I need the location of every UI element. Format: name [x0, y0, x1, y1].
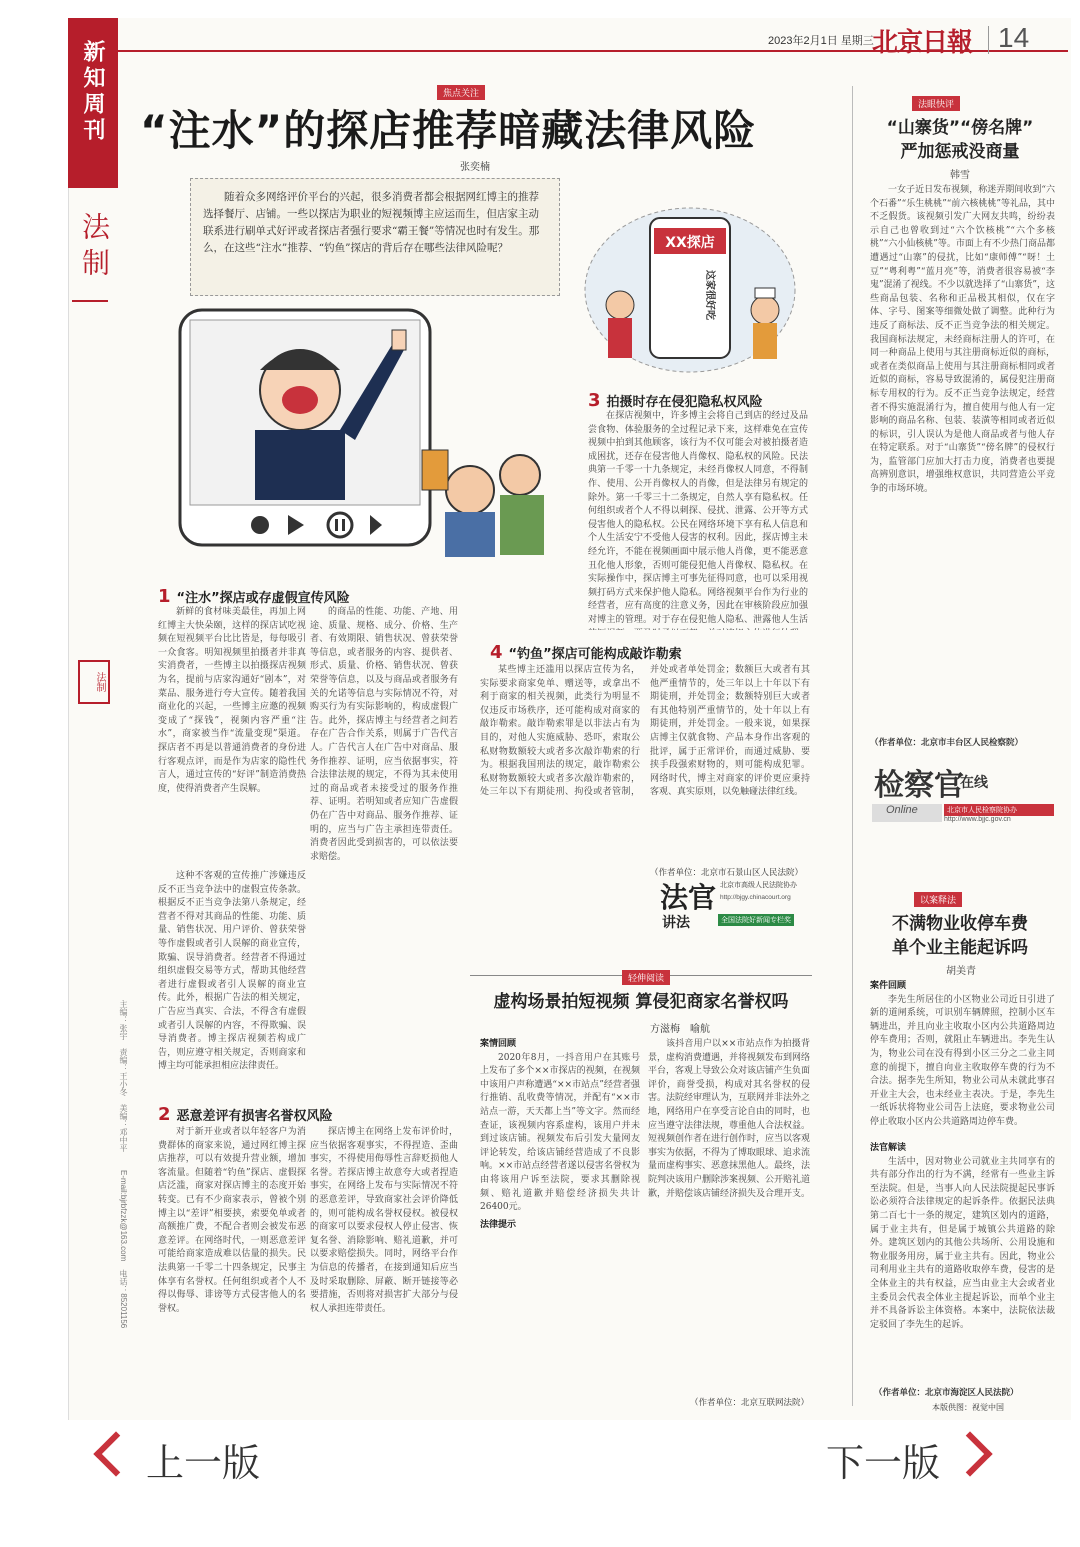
category-vertical: 法制	[78, 212, 111, 284]
cartoon-illustration	[160, 300, 580, 560]
right-bottom-law-text: 生活中，因对物业公司就业主共同享有的共有部分作出的行为不满，经常有一些业主诉至法院。但是，当事人向人民法院提起民事诉讼必须符合法律规定的起诉条件。依据民法典第二百七十一条的规定，建筑区划内的道路，属于业主共有，但是属于城镇公共道路的除外。建筑区划内的其他公共场所、公用设施和物业服务用房，属于业主共有。因此，物业公司利用业主共有的道路收取停车费，侵害的是全体业主的共有权益，应当由业主大会或者业主委员会代表全体业主提起诉讼，而单个业主并不具备诉讼主体资格。本案中，法院依法裁定驳回了李先生的起诉。	[870, 1156, 1055, 1330]
section-2-text-b	[310, 1126, 458, 1408]
photo-credit: 本版供图：视觉中国	[932, 1403, 1004, 1412]
section-4-title	[490, 642, 682, 663]
section-1-para-a: 新鲜的食材味美最佳，再加上网红博主大快朵颐，这样的探店试吃视频在短视频平台比比皆是，每每吸引一众食客。明知视频里拍摄者并非真实消费者，一些博主以拍摄探店视频为名，提前与店家沟通好“剧本”，对菜品、服务进行夸大宣传。随着我国商业化的兴起，一些博主应邀的视频变成了“探钱”，视频内容严重“注水”，商家被当作“流量变现”渠道。探店者不再是以普通消费者的身份进行客观点评，而是作为店家的隐性代言人，通过宣传的“好评”制造消费热度，使得消费者产生误解。	[158, 607, 306, 794]
main-tag: 焦点关注	[437, 85, 485, 100]
next-chevron-icon[interactable]	[947, 1431, 992, 1476]
right-bottom-case-label: 案件回顾	[870, 981, 907, 991]
faguan-org: 北京市高级人民法院协办	[720, 881, 797, 889]
section-3-num: 3	[588, 390, 601, 411]
right-top-author: 韩雪	[950, 170, 970, 181]
right-top-title[interactable]	[860, 116, 1060, 164]
right-bottom-author: 胡美青	[946, 966, 976, 977]
shop-sub: 这家很好吃	[704, 270, 715, 320]
jcg-url[interactable]: http://www.bjjc.gov.cn	[944, 816, 1011, 823]
faguan-small: 讲法	[662, 915, 690, 931]
section-2-title	[158, 1104, 333, 1125]
right-bottom-law	[870, 1142, 1055, 1382]
shop-illustration	[580, 200, 800, 375]
section-1-num: 1	[158, 586, 171, 607]
section-4-text	[480, 664, 810, 864]
editor-credits: 主编：张宇 责编：王小冬 美编：邓中平	[119, 1000, 128, 1152]
jcg-org: 北京市人民检察院协办	[944, 804, 1054, 816]
section-seal: 法制	[78, 660, 110, 704]
prev-page-button[interactable]: 上一版	[146, 1441, 261, 1485]
bottom-title[interactable]	[470, 990, 812, 1014]
section-1-para-b: 这种不客观的宣传推广涉嫌违反反不正当竞争法中的虚假宣传条款。根据反不正当竞争法第八条规定，经营者不得对其商品的性能、功能、质量、销售状况、用户评价、曾获荣誉等作虚假或者引人误解的商业宣传，欺骗、误导消费者。经营者不得通过组织虚假交易等方式，帮助其他经营者进行虚假或者引人误解的商业宣传。此外，根据广告法的相关规定，广告应当真实、合法，不得含有虚假或者引人误解的内容，不得欺骗、误导消费者。博主探店视频若构成广告，则应遵守相关规定，否则商家和博主均可能承担相应法律责任。	[158, 871, 306, 1072]
bottom-law-text: 该抖音用户以××市站点作为拍摄背景，虚构消费遭遇，并将视频发布到网络平台，客观上导致公众对该店铺产生负面评价，商誉受损，构成对其名誉权的侵害。法院经审理认为，互联网并非法外之地，网络用户在享受言论自由的同时，也应当遵守法律法规，尊重他人合法权益。短视频创作者在进行创作时，应当以客观事实为依据，不得为了博取眼球、追求流量而虚构事实、恶意抹黑他人。最终，法院判决该用户删除涉案视频、公开赔礼道歉，并赔偿该店铺经济损失及合理开支。	[648, 1039, 810, 1199]
issue-date: 2023年2月1日 星期三	[768, 35, 874, 47]
category-rule	[72, 300, 108, 302]
right-column-rule	[852, 86, 853, 1406]
section-1-label: “注水”探店或存虚假宣传风险	[176, 591, 350, 606]
right-top-tag: 法眼快评	[912, 96, 960, 111]
section-1-para-c: 的商品的性能、功能、产地、用途、质量、规格、成分、价格、生产者、有效期限、销售状况、曾获荣誉等信息，或者服务的内容、提供者、形式、质量、价格、销售状况、曾获荣誉等信息，以及与商品或者服务有关的允诺等信息与实际情况不符，对购买行为有实际影响的，构成虚假广告。此外，探店博主与经营者之间若存在广告合作关系，则属于广告代言人。广告代言人在广告中对商品、服务作推荐、证明，应当依据事实，符合法律法规的规定，不得为其未使用过的商品或者未接受过的服务作推荐、证明。若明知或者应知广告虚假仍在广告中对商品、服务作推荐、证明的，应当与广告主承担连带责任。消费者因此受到损害的，可以依法要求赔偿。	[310, 607, 458, 862]
right-top-author-unit: （作者单位：北京市丰台区人民检察院）	[870, 738, 1024, 748]
jcg-big: 检察官	[874, 768, 964, 803]
faguan-big: 法官	[660, 881, 717, 914]
section-4-para: 某些博主还滥用以探店宣传为名，实际要求商家免单、赠送等，或拿出不利于商家的相关视频，此类行为明显不仅违反市场秩序，还可能构成对商家的敲诈勒索。敲诈勒索罪是以非法占有为目的，对他人实施威胁、恐吓，索取公私财物数额较大或者多次敲诈勒索的行为。根据我国刑法的规定，敲诈勒索公私财物数额较大或者多次敲诈勒索的，处三年以下有期徒刑、拘役或者管制，并处或者单处罚金；数额巨大或者有其他严重情节的，处三年以上十年以下有期徒刑，并处罚金；数额特别巨大或者有其他特别严重情节的，处十年以上有期徒刑，并处罚金。一般来说，如果探店博主仅就食物、产品本身作出客观的批评，属于正常评价，而通过威胁、要挟手段强索财物的，则可能构成犯罪。网络时代，博主对商家的评价更应秉持客观、真实原则，以免触碰法律红线。	[480, 665, 810, 798]
section-2-text-a	[158, 1126, 306, 1408]
section-4-num: 4	[490, 642, 503, 663]
section-1-text-a	[158, 606, 306, 866]
bottom-case-col	[480, 1038, 640, 1410]
right-top-para: 一女子近日发布视频，称迷弄期间收到“六个石番”“乐生桃桃”“前六核桃桃”等礼品，其中不乏假货。该视频引发广大网友共鸣，纷纷表示自己也曾收到过“六个饮核桃”“六个多核桃”“六小仙核桃”等。市面上有不少热门商品都遭遇过“山寨”的侵扰，比如“康师傅”“呀！土豆”“粤利粤”“蓝月亮”等，消费者很容易被“李鬼”混淆了视线。不少以就选择了“山寨货”，这些商品包装、名称和正品极其相似，仅在字体、字号、图案等细微处做了调整。此种行为违反了商标法、反不正当竞争法的相关规定。我国商标法规定，未经商标注册人的许可，在同一种商品上使用与其注册商标近似的商标，或者在类似商品上使用与其注册商标相同或者近似的商标，容易导致混淆的，属侵犯注册商标专用权的行为。反不正当竞争法规定，经营者不得实施混淆行为，擅自使用与他人有一定影响的商品名称、包装、装潢等相同或者近似的标识，引人误认为是他人商品或者与他人存在特定联系。对于“山寨货”“傍名牌”的侵权行为，监管部门应加大打击力度，消费者也要提高辨别意识，增强维权意识，共同营造公平竞争的市场环境。	[870, 185, 1055, 495]
section-4-label: “钓鱼”探店可能构成敲诈勒索	[508, 647, 682, 662]
section-1-text-c	[310, 606, 458, 1098]
faguan-box	[660, 876, 805, 936]
right-bottom-law-label: 法官解读	[870, 1143, 907, 1153]
right-bottom-title-2: 单个业主能起诉吗	[892, 938, 1028, 958]
right-top-title-2: 严加惩戒没商量	[900, 142, 1020, 162]
bottom-law-label: 法律提示	[480, 1219, 517, 1230]
main-byline: 张奕楠	[460, 162, 490, 173]
section-4-author: （作者单位：北京市石景山区人民法院）	[650, 868, 804, 878]
section-2-num: 2	[158, 1104, 171, 1125]
section-3-label: 拍摄时存在侵犯隐私权风险	[606, 395, 763, 410]
prev-chevron-icon[interactable]	[93, 1431, 138, 1476]
bottom-tag: 轻伸阅读	[622, 970, 670, 985]
section-2-label: 恶意差评有损害名誉权风险	[176, 1109, 333, 1124]
masthead-separator	[988, 26, 989, 54]
section-3-text	[588, 410, 808, 630]
page-number: 14	[998, 22, 1030, 53]
bottom-byline: 方滋梅 喻航	[650, 1024, 710, 1035]
section-2-para-b: 探店博主在网络上发布评价时，应当依据客观事实，不得捏造、歪曲事实，不得使用侮辱性言辞贬损他人名誉。若探店博主故意夸大或者捏造事实，在网络上发布与实际情况不符的恶意差评，导致商家社会评价降低的，则可能构成名誉权侵权。被侵权的商家可以要求侵权人停止侵害、恢复名誉、消除影响、赔礼道歉，并可以要求赔偿损失。同时，网络平台作为信息的传播者，在接到通知后应当及时采取删除、屏蔽、断开链接等必要措施，否则将对损害扩大部分与侵权人承担连带责任。	[310, 1127, 458, 1314]
right-bottom-case	[870, 980, 1055, 1140]
bottom-law-col	[648, 1038, 810, 1394]
right-top-title-1: “山寨货”“傍名牌”	[886, 118, 1034, 138]
faguan-slogan: 全国法院好新闻专栏奖	[718, 914, 794, 926]
section-3-para: 在探店视频中，许多博主会将自己到店的经过及品尝食物、体验服务的全过程记录下来，这样难免在宣传视频中拍到其他顾客，该行为不仅可能会对被拍摄者造成困扰，还存在侵害他人肖像权、隐私权的风险。民法典第一千零一十九条规定，未经肖像权人同意，不得制作、使用、公开肖像权人的肖像，但是法律另有规定的除外。第一千零三十二条规定，自然人享有隐私权。任何组织或者个人不得以刺探、侵扰、泄露、公开等方式侵害他人的隐私权。公民在网络环境下享有私人信息和个人生活安宁不受他人侵害的权利。因此，探店博主未经允许，不能在视频画面中展示他人肖像，更不能恶意丑化他人形象，否则可能侵犯他人肖像权、隐私权。在实际操作中，探店博主可事先征得同意，也可以采用视频打码方式来保护他人隐私。网络视频平台作为行业的经营者，应有高度的注意义务，因此在审核阶段应加强对博主的管理。对于存在侵犯他人隐私、泄露他人生活	[588, 411, 808, 625]
bottom-case-label: 案情回顾	[480, 1039, 517, 1049]
next-page-button[interactable]: 下一版	[826, 1441, 941, 1485]
right-top-text	[870, 184, 1055, 732]
bottom-case-text: 2020年8月，一抖音用户在其账号上发布了多个××市探店的视频，在视频中该用户声称遭遇“××市站点”经营者强行推销、乱收费等情况，并配有“××市站点一游，天天都上当”等文字。然而经查证，该视频内容系虚构，该用户并未到过该店铺。视频发布后引发大量网友评论转发，给该店铺经营造成了不良影响。××市站点经营者遂以侵害名誉权为由将该用户诉至法院，要求其删除视频、赔礼道歉并赔偿经济损失共计26400元。	[480, 1052, 640, 1213]
paper-name: 北京日報	[872, 28, 973, 58]
faguan-url[interactable]: http://bjgy.chinacourt.org	[720, 894, 791, 901]
main-intro: 随着众多网络评价平台的兴起，很多消费者都会根据网红博主的推荐选择餐厅、店铺。一些以探店为职业的短视频博主应运而生，但店家主动联系进行刷单式好评或者探店者强行要求“霸王餐”等情况也时有发生。那么，在这些“注水”推荐、“钓鱼”探店的背后存在哪些法律风险呢？	[190, 178, 560, 296]
jcg-box	[872, 758, 1057, 842]
right-bottom-title-1: 不满物业收停车费	[892, 914, 1028, 934]
bottom-author: （作者单位：北京互联网法院）	[690, 1398, 810, 1408]
bottom-title-text: 虚构场景拍短视频 算侵犯商家名誉权吗	[493, 992, 789, 1012]
right-bottom-tag: 以案释法	[914, 892, 962, 907]
shop-sign: XX探店	[665, 235, 715, 251]
section-vertical-title: 新知周刊	[80, 40, 106, 144]
section-1-text-b	[158, 870, 306, 1098]
right-bottom-case-text: 李先生所居住的小区物业公司近日引进了新的道闸系统，可识别车辆牌照，控制小区车辆进出，并且向业主收取小区内公共道路周边停车费用；否则，就阻止车辆进出。李先生认为，物业公司在没有得到小区三分之二业主同意的前提下，擅自向业主收取停车费的行为不合法。据李先生所知，物业公司从未就此事召开业主大会，也未经业主表决。于是，李先生一纸诉状将物业公司告上法庭，要求物业公司停止收取小区内公共道路周边停车费。	[870, 994, 1055, 1127]
jcg-online-en: Online	[872, 804, 942, 822]
right-bottom-author-unit: （作者单位：北京市海淀区人民法院）	[874, 1388, 1019, 1398]
section-1-title	[158, 586, 350, 607]
section-3-title	[588, 390, 763, 411]
main-headline[interactable]: “注水”的探店推荐暗藏法律风险	[140, 106, 757, 155]
section-2-para-a: 对于新开业或者以年轻客户为消费群体的商家来说，通过网红博主探店推荐，可以有效提升营业额，增加客流量。但随着“钓鱼”探店、虚假探店泛滥，商家对探店博主的态度开始转变。已有不少商家表示，曾被个别博主以“差评”相要挟，索要免单或者高额推广费，不配合者则会被发布恶意差评。在网络时代，一则恶意差评可能给商家造成难以估量的损失。民法典第一千零二十四条规定，民事主体享有名誉权。任何组织或者个人不得以侮辱、诽谤等方式侵害他人的名誉权。	[158, 1127, 306, 1314]
jcg-online: 在线	[960, 775, 988, 791]
right-bottom-title[interactable]	[860, 912, 1060, 960]
contact-info: E-mail:bjrbfzzk@163.com 电话：85201156	[119, 1170, 128, 1329]
